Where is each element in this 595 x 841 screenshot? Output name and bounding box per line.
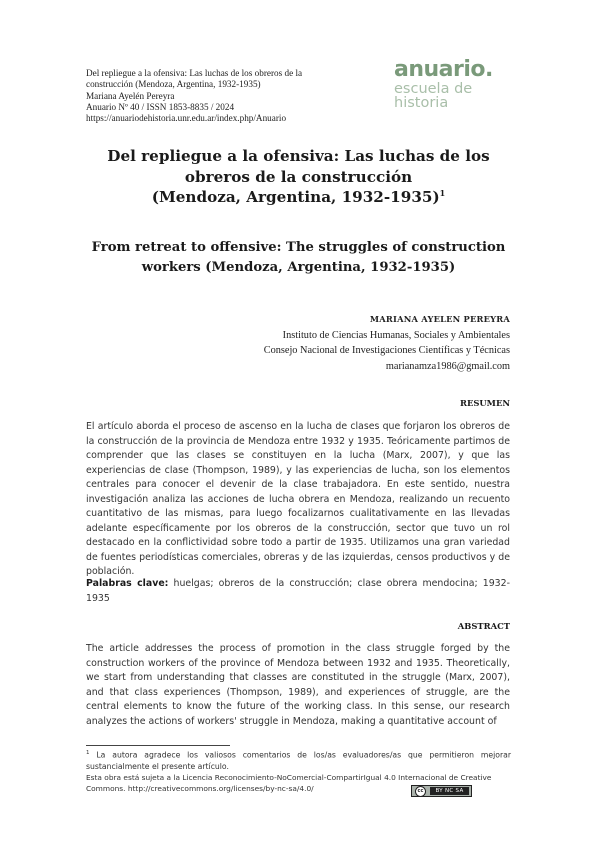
resumen-heading: RESUMEN	[459, 398, 510, 408]
logo-wordmark: anuario.	[394, 57, 493, 82]
footnote-divider	[86, 745, 230, 746]
abstract-text: The article addresses the process of promotion in the class struggle forged by the construction workers of the province of Mendoza between 1932 and 1935. Theoretically, we start from understanding that classes are constituted in the struggle (Marx, 2007), and that class experiences (Thompson, 1989), and experiences of struggle, are the central elements to know the future of the working class. In this sense, our research analyzes the actions of workers' struggle in Mendoza, making a quantitative account of	[86, 643, 510, 727]
cc-icon: cc	[415, 786, 426, 797]
header-line: Mariana Ayelén Pereyra	[86, 90, 175, 101]
title-line: From retreat to offensive: The struggles of construction	[91, 240, 506, 255]
keywords-list: huelgas; obreros de la construcción; clase obrera mendocina; 1932-1935	[86, 578, 510, 604]
footnote-ref[interactable]: 1	[439, 187, 446, 198]
title-english	[86, 238, 511, 278]
title-spanish	[86, 146, 511, 208]
abstract-heading: ABSTRACT	[457, 621, 510, 631]
author-affiliation: Instituto de Ciencias Humanas, Sociales y Ambientales	[282, 329, 510, 341]
journal-logo	[394, 58, 514, 110]
header-url[interactable]: https://anuariodehistoria.unr.edu.ar/index.php/Anuario	[86, 113, 287, 124]
running-header	[86, 68, 356, 124]
title-line: Del repliegue a la ofensiva: Las luchas de los	[107, 147, 490, 165]
license-line: Esta obra está sujeta a la Licencia Reconocimiento-NoComercial-CompartirIgual 4.0 Internacional de Creative	[86, 773, 492, 782]
footnote-text: La autora agradece los valiosos comentarios de los/as evaluadores/as que permitieron mejorar sustancialmente el presente artículo.	[86, 750, 511, 772]
title-line: workers (Mendoza, Argentina, 1932-1935)	[141, 260, 456, 275]
title-line	[86, 187, 511, 208]
logo-subtitle-2: historia	[394, 95, 449, 111]
header-line: Del repliegue a la ofensiva: Las luchas de los obreros de la	[86, 68, 303, 78]
footnote	[86, 748, 511, 773]
author-block	[200, 312, 510, 374]
logo-subtitle-1: escuela de	[394, 81, 473, 97]
license-line[interactable]: Commons. http://creativecommons.org/licenses/by-nc-sa/4.0/	[86, 784, 314, 794]
header-line: Anuario Nº 40 / ISSN 1853-8835 / 2024	[86, 101, 235, 112]
keywords-label: Palabras clave:	[86, 578, 169, 589]
title-line-text: (Mendoza, Argentina, 1932-1935)	[151, 188, 440, 206]
footnote-mark: 1	[86, 750, 90, 756]
resumen-text: El artículo aborda el proceso de ascenso en la lucha de clases que forjaron los obreros de la construcción de la provincia de Mendoza entre 1932 y 1935. Teóricamente partimos de comprender que las clases se constituyen en la lucha (Marx, 2007), y que las experiencias de clase (Thompson, 1989), y las experiencias de lucha, son los elementos centrales para conocer el devenir de la clase trabajadora. En este sentido, nuestra investigación analiza las acciones de lucha obrera en Mendoza, realizando un recuento cuantitativo de las mismas, para luego focalizarnos cualitativamente en las llevadas adelante específicamente por los obreros de la construcción, sector que tuvo un rol destacado en la conflictividad sobre todo a partir de 1935. Utilizamos una gran variedad de fuentes periodísticas comerciales, obreras y de las izquierdas, censos productivos y de población.	[86, 421, 510, 578]
title-line: obreros de la construcción	[184, 167, 413, 186]
author-email[interactable]: marianamza1986@gmail.com	[385, 360, 510, 372]
creative-commons-badge[interactable]	[411, 785, 472, 797]
cc-badge-text: BY NC SA	[430, 787, 469, 795]
author-name: MARIANA AYELEN PEREYRA	[369, 314, 510, 324]
author-affiliation: Consejo Nacional de Investigaciones Científicas y Técnicas	[263, 345, 510, 357]
header-line: construcción (Mendoza, Argentina, 1932-1935)	[86, 79, 261, 90]
keywords	[86, 577, 510, 606]
